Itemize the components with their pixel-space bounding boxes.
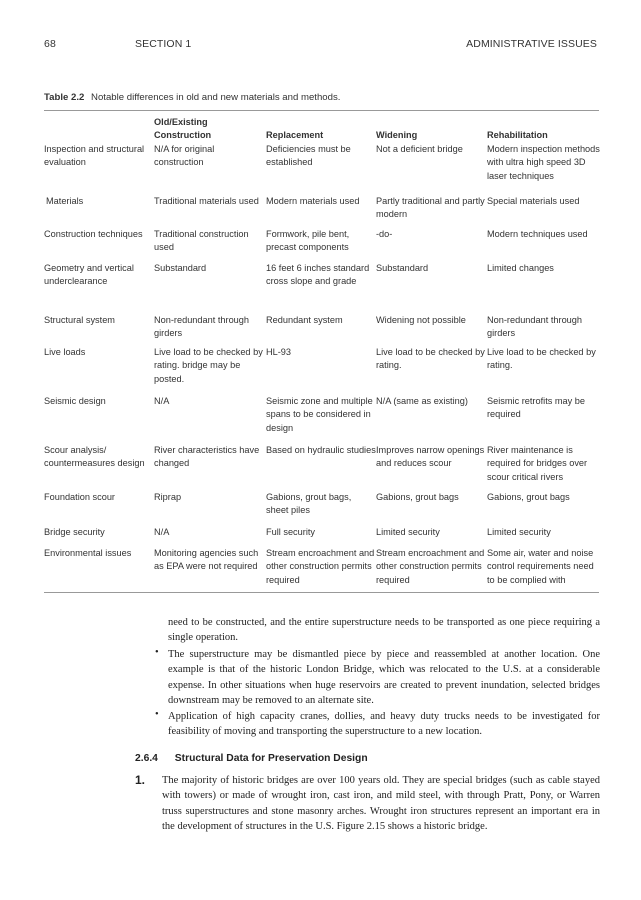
- cell-rehabilitation: Modern inspection methods with ultra high speed 3D laser techniques: [487, 144, 600, 181]
- table-row: [44, 262, 599, 314]
- table-row: [44, 346, 599, 395]
- row-label: Seismic design: [44, 396, 106, 406]
- table-row: [44, 526, 599, 547]
- bullet-paragraph: The superstructure may be dismantled piece by piece and reassembled at another location. One example is that of the historic London Bridge, which was relocated to the U.S. at a considerable expense. In other situations when huge reservoirs are created to prevent inundation, selected bridges downstream may be removed to an alternate site.: [168, 649, 600, 707]
- header-old-existing: [154, 116, 264, 143]
- cell-widening: Stream encroachment and other construction permits required: [376, 548, 485, 585]
- item-number: 1.: [135, 773, 146, 787]
- bullet-paragraph: Application of high capacity cranes, dollies, and heavy duty trucks needs to be investigated for feasibility of moving and transporting the superstructure to a new location.: [168, 711, 600, 738]
- cell-rehabilitation: Limited security: [487, 527, 551, 537]
- cell-rehabilitation: Live load to be checked by rating.: [487, 347, 596, 371]
- table-header-row: [44, 111, 599, 143]
- header-replacement: Replacement: [266, 130, 324, 140]
- table-row: [44, 491, 599, 526]
- cell-replacement: Gabions, grout bags, sheet piles: [266, 492, 352, 516]
- cell-old: Substandard: [154, 263, 207, 273]
- table-caption-label: Table 2.2: [44, 92, 85, 103]
- cell-widening: Live load to be checked by rating.: [376, 347, 485, 371]
- cell-rehabilitation: Special materials used: [487, 196, 580, 206]
- chapter-label: ADMINISTRATIVE ISSUES: [466, 38, 597, 50]
- cell-old: Live load to be checked by rating. bridge may be posted.: [154, 347, 263, 384]
- header-old-line2: Construction: [154, 130, 212, 141]
- subsection-title: Structural Data for Preservation Design: [174, 753, 368, 764]
- cell-rehabilitation: Non-redundant through girders: [487, 315, 583, 339]
- cell-old: Traditional materials used: [154, 196, 259, 206]
- cell-replacement: Modern materials used: [266, 196, 360, 206]
- cell-replacement: Formwork, pile bent, precast components: [266, 229, 350, 253]
- cell-widening: Substandard: [376, 263, 429, 273]
- item-paragraph: The majority of historic bridges are over 100 years old. They are special bridges (such as cable stayed with towers) or made of wrought iron, cast iron, and mild steel, with through Pratt, Pony, or Warren truss superstructures and stone masonry arches. Wrought iron structures represent an important era in the development of structures in the U.S. Figure 2.15 shows a historic bridge.: [162, 775, 600, 833]
- table-row: [44, 143, 599, 195]
- cell-widening: Partly traditional and partly modern: [376, 196, 485, 220]
- table-row: [44, 228, 599, 262]
- cell-replacement: Full security: [266, 527, 316, 537]
- row-label: Inspection and structural evaluation: [44, 144, 145, 168]
- page-number: 68: [44, 38, 56, 50]
- row-label: Environmental issues: [44, 548, 132, 558]
- cell-replacement: Based on hydraulic studies: [266, 445, 376, 455]
- cell-rehabilitation: Limited changes: [487, 263, 554, 273]
- table-row: [44, 444, 599, 491]
- row-label: Bridge security: [44, 527, 105, 537]
- row-label: Structural system: [44, 315, 115, 325]
- table-row: [44, 195, 599, 228]
- cell-widening: N/A (same as existing): [376, 396, 468, 406]
- cell-replacement: HL-93: [266, 347, 292, 357]
- cell-widening: Not a deficient bridge: [376, 144, 463, 154]
- bullet-marker: •: [155, 647, 159, 658]
- cell-widening: Improves narrow openings and reduces scour: [376, 445, 485, 469]
- cell-old: Non-redundant through girders: [154, 315, 250, 339]
- cell-old: Traditional construction used: [154, 229, 249, 253]
- cell-replacement: Redundant system: [266, 315, 343, 325]
- cell-rehabilitation: River maintenance is required for bridges over scour critical rivers: [487, 445, 588, 482]
- cell-widening: -do-: [376, 229, 393, 239]
- cell-widening: Gabions, grout bags: [376, 492, 459, 502]
- row-label: Live loads: [44, 347, 86, 357]
- cell-old: River characteristics have changed: [154, 445, 260, 469]
- cell-rehabilitation: Modern techniques used: [487, 229, 588, 239]
- section-label: SECTION 1: [135, 38, 192, 50]
- continuation-paragraph: need to be constructed, and the entire superstructure needs to be transported as one piece requiring a single operation.: [168, 617, 600, 644]
- cell-replacement: Stream encroachment and other construction permits required: [266, 548, 375, 585]
- cell-rehabilitation: Some air, water and noise control requirements need to be complied with: [487, 548, 594, 585]
- row-label: Scour analysis/ countermeasures design: [44, 445, 145, 469]
- header-rehabilitation: Rehabilitation: [487, 130, 548, 140]
- row-label: Construction techniques: [44, 229, 143, 239]
- cell-rehabilitation: Gabions, grout bags: [487, 492, 570, 502]
- subsection-heading: [135, 753, 368, 764]
- header-old-line1: Old/Existing: [154, 117, 208, 127]
- cell-replacement: Seismic zone and multiple spans to be considered in design: [266, 396, 373, 433]
- subsection-number: 2.6.4: [135, 753, 158, 764]
- cell-old: N/A for original construction: [154, 144, 215, 168]
- table-row: [44, 547, 599, 592]
- cell-old: Monitoring agencies such as EPA were not required: [154, 548, 259, 572]
- table-caption-text: Notable differences in old and new materials and methods.: [91, 92, 341, 103]
- cell-old: N/A: [154, 396, 170, 406]
- cell-old: N/A: [154, 527, 170, 537]
- table-row: [44, 314, 599, 346]
- cell-replacement: 16 feet 6 inches standard cross slope and grade: [266, 263, 370, 287]
- bullet-marker: •: [155, 709, 159, 720]
- cell-widening: Widening not possible: [376, 315, 466, 325]
- cell-widening: Limited security: [376, 527, 440, 537]
- row-label: Geometry and vertical underclearance: [44, 263, 134, 287]
- table-row: [44, 395, 599, 444]
- cell-old: Riprap: [154, 492, 182, 502]
- cell-rehabilitation: Seismic retrofits may be required: [487, 396, 586, 420]
- row-label: Materials: [46, 196, 84, 206]
- comparison-table: [44, 110, 599, 593]
- table-caption: [44, 92, 340, 103]
- header-widening: Widening: [376, 130, 418, 140]
- row-label: Foundation scour: [44, 492, 115, 502]
- cell-replacement: Deficiencies must be established: [266, 144, 351, 168]
